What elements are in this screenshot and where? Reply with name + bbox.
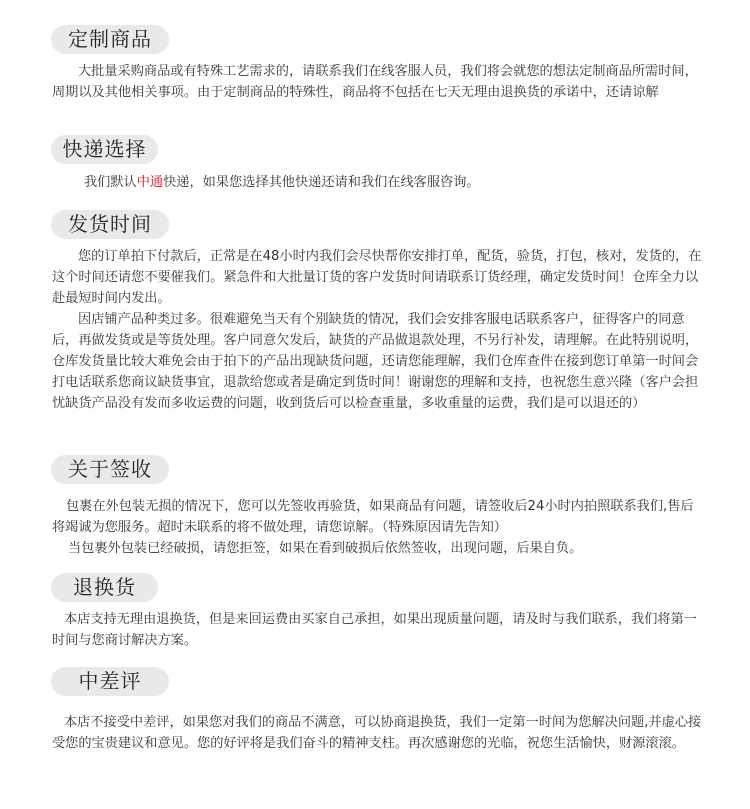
review-body: 本店不接受中差评，如果您对我们的商品不满意，可以协商退换货，我们一定第一时间为您解决问题,并虚心接受您的宝贵建议和意见。您的好评将是我们奋斗的精神支柱。再次感谢您的光临，祝您生活愉快，财源滚滚。 [52,715,702,751]
custom-body: 大批量采购商品或有特殊工艺需求的，请联系我们在线客服人员，我们将会就您的想法定制商品所需时间，周期以及其他相关事项。由于定制商品的特殊性，商品将不包括在七天无理由退换货的承诺中，还请谅解 [52,64,698,100]
receipt-paragraph-1: 包裹在外包装无损的情况下，您可以先签收再验货，如果商品有问题，请签收后24小时内拍照联系我们,售后将竭诚为您服务。超时未联系的将不做处理，请您谅解。（特殊原因请先告知） [52,499,694,535]
section-title-shipping: 发货时间 [51,210,169,239]
section-title-express: 快递选择 [51,135,158,164]
shipping-paragraph-1: 您的订单拍下付款后，正常是在48小时内我们会尽快帮你安排打单，配货，验货，打包，核对，发货的，在这个时间还请您不要催我们。紧急件和大批量订货的客户发货时间请联系订货经理，确定发货时间！仓库全力以赴最短时间内发出。 [52,249,702,306]
section-title-receipt: 关于签收 [51,455,169,484]
receipt-paragraph-2: 当包裹外包装已经破损，请您拒签，如果在看到破损后依然签收，出现问题，后果自负。 [68,541,583,556]
express-body [84,172,704,193]
express-text-after: 快递，如果您选择其他快递还请和我们在线客服咨询。 [163,175,480,190]
section-title-review: 中差评 [51,667,169,696]
courier-name: 中通 [136,175,164,190]
section-title-custom: 定制商品 [51,25,169,54]
section-title-returns: 退换货 [51,573,158,602]
returns-body: 本店支持无理由退换货，但是来回运费由买家自己承担，如果出现质量问题，请及时与我们联系，我们将第一时间与您商讨解决方案。 [52,612,697,648]
express-text-before: 我们默认 [84,175,137,190]
shipping-paragraph-2: 因店铺产品种类过多。很难避免当天有个别缺货的情况，我们会安排客服电话联系客户，征得客户的同意后，再做发货或是等货处理。客户同意欠发后，缺货的产品做退款处理，不另行补发，请理解。在此特别说明，仓库发货量比较大难免会由于拍下的产品出现缺货问题，还请您能理解，我们仓库查件在接到您订单第一时间会打电话联系您商议缺货事宜，退款给您或者是确定到货时间！谢谢您的理解和支持，也祝您生意兴隆（客户会担忧缺货产品没有发而多收运费的问题，收到货后可以检查重量，多收重量的运费，我们是可以退还的） [52,312,699,411]
